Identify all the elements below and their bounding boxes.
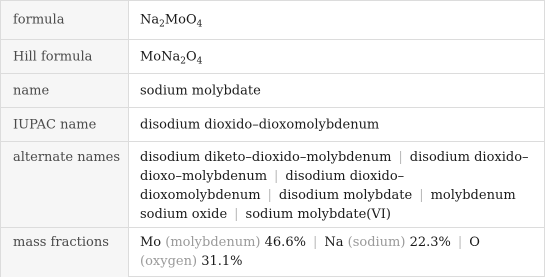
iupac-name-value: disodium dioxido–dioxomolybdenum [140, 117, 380, 132]
row-label: mass fractions [13, 235, 109, 250]
element-name: (molybdenum) [165, 235, 261, 250]
separator: | [267, 188, 272, 203]
separator: | [457, 235, 463, 250]
row-alternate-names [1, 141, 544, 227]
alternate-name: molybdenum sodium oxide [140, 188, 516, 222]
separator: | [234, 207, 239, 222]
row-name [1, 73, 544, 107]
element-name: (sodium) [347, 235, 406, 250]
hill-formula-value [140, 47, 534, 66]
row-label: alternate names [13, 150, 121, 165]
separator: | [398, 150, 403, 165]
mass-percent: 22.3% [409, 235, 451, 250]
element-symbol: O [469, 235, 480, 250]
formula-value [140, 11, 534, 30]
label-cell [1, 40, 129, 73]
formula-part: O [186, 49, 197, 64]
element-symbol: Mo [140, 235, 162, 250]
formula-subscript: 2 [159, 19, 165, 30]
formula-subscript: 4 [196, 56, 203, 66]
formula-subscript: 2 [180, 56, 186, 66]
formula-part: MoNa [140, 49, 181, 64]
label-cell [1, 1, 129, 39]
label-cell [1, 142, 129, 227]
mass-percent: 46.6% [264, 235, 306, 250]
formula-part: Na [140, 12, 160, 28]
alternate-name: disodium dioxido–dioxo–molybdenum [140, 150, 529, 184]
label-cell [1, 108, 129, 141]
element-name: (oxygen) [140, 254, 198, 269]
row-mass-fractions [1, 227, 544, 277]
separator: | [419, 188, 424, 203]
row-label: name [13, 83, 50, 98]
alternate-names-value [140, 148, 534, 224]
label-cell [1, 74, 129, 107]
formula-subscript: 4 [196, 19, 203, 30]
formula-part: MoO [164, 12, 197, 28]
separator: | [274, 169, 279, 184]
mass-fractions-value [140, 233, 534, 271]
row-label: formula [13, 12, 65, 28]
label-cell [1, 228, 129, 277]
row-label: IUPAC name [13, 117, 97, 132]
mass-percent: 31.1% [201, 254, 243, 269]
row-hill-formula [1, 39, 544, 73]
separator: | [312, 235, 318, 250]
alternate-name: disodium dioxido–dioxomolybdenum [140, 169, 405, 203]
alternate-name: disodium diketo–dioxido–molybdenum [140, 150, 392, 165]
element-symbol: Na [324, 235, 344, 250]
row-iupac-name [1, 107, 544, 141]
row-formula [1, 1, 544, 39]
name-value: sodium molybdate [140, 83, 261, 98]
row-label: Hill formula [13, 49, 93, 64]
alternate-name: disodium molybdate [278, 188, 413, 203]
alternate-name: sodium molybdate(VI) [245, 207, 391, 222]
